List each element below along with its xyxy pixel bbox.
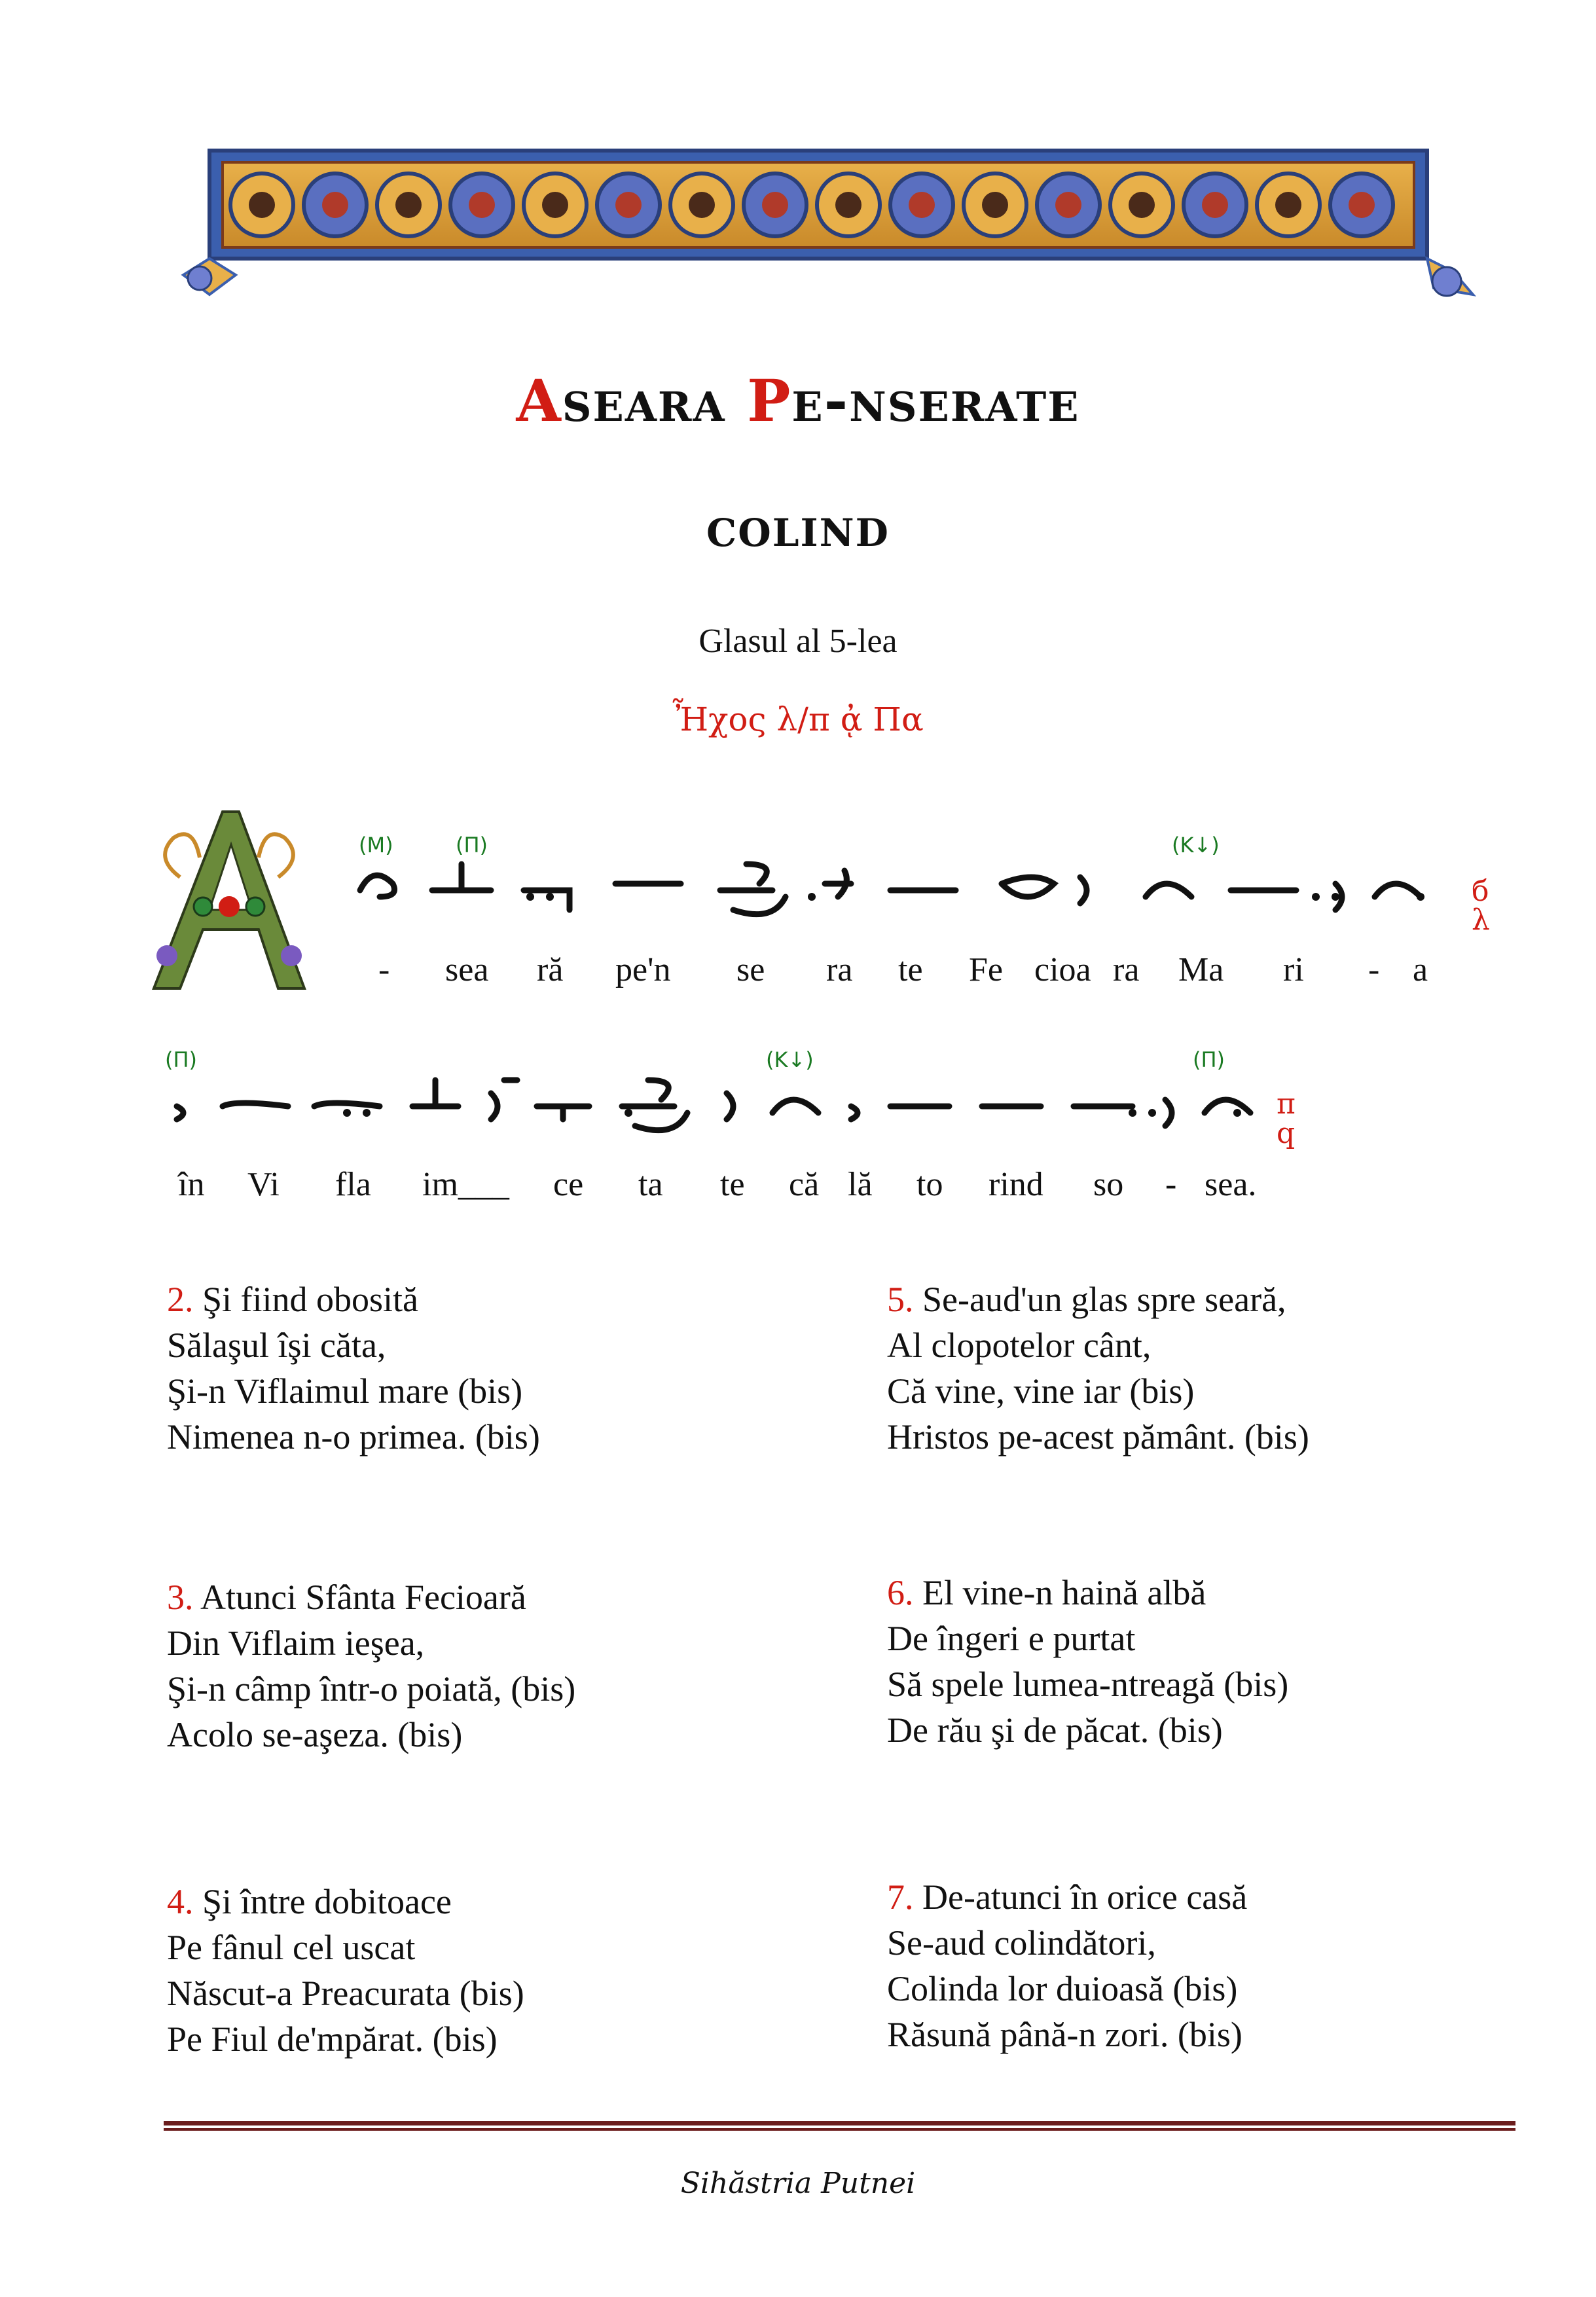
neume-dot [1417,893,1424,901]
row1-syllable: ra [826,951,853,988]
mode-label: Glasul al 5-lea [698,623,898,660]
neume-glyph [432,864,491,890]
banner-medallion-center [1202,192,1228,218]
neume-glyph [491,1080,517,1119]
neume-glyph [851,1106,858,1119]
neume-dot [1332,893,1339,901]
row1-syllable: - [378,951,390,988]
row2-syllable: lă [848,1166,873,1203]
neume-row-2 [170,1074,1270,1152]
row2-syllable: că [789,1166,820,1203]
neume-glyph [314,1103,380,1106]
ornamental-banner [170,144,1479,308]
neume-glyph [1165,1100,1172,1126]
verse-6: 6. El vine-n haină albă De îngeri e purtat Să spele lumea-ntreagă (bis) De rău şi de păcat. (bis) [887,1573,1289,1750]
row1-syllable: te [898,951,923,988]
verse-7: 7. De-atunci în orice casă Se-aud colindători, Colinda lor duioasă (bis) Răsună până-n zori. (bis) [887,1877,1248,2054]
neume-glyph [825,871,851,897]
title-rest-1: seara [562,367,748,435]
subtitle: COLIND [706,511,890,555]
row1-marker-ke: (K↓) [1172,833,1220,858]
row2-marker-pa: (Π) [165,1047,198,1072]
verse-2: 2. Şi fiind obosită Sălaşul îşi căta, Şi-n Viflaimul mare (bis) Nimenea n-o primea. (bis) [167,1280,540,1456]
footer-rule [164,2121,1515,2134]
row2-syllable: te [720,1166,745,1203]
banner-medallion-center [469,192,495,218]
title-initial-2: P [747,367,792,435]
row1-syllable: ra [1113,951,1140,988]
neume-glyph [622,1080,687,1130]
row1-syllable: Ma [1178,951,1224,988]
neume-dot [1148,1109,1156,1117]
verse-3: 3. Atunci Sfânta Fecioară Din Viflaim ieşea, Şi-n câmp într-o poiată, (bis) Acolo se-aşeza. (bis) [167,1578,576,1754]
row2-syllable: so [1093,1166,1124,1203]
row2-marker-ke: (K↓) [766,1047,814,1072]
row1-syllable: sea [445,951,489,988]
neume-dot [1233,1109,1241,1117]
neume-glyph [223,1103,288,1106]
row2-syllable: fla [335,1166,371,1203]
neume-dot [625,1109,632,1117]
illuminated-initial-icon [141,799,317,995]
neume-glyph [412,1080,458,1106]
neume-glyph [720,864,786,914]
neume-dot [1312,893,1320,901]
row2-marker-pa-2: (Π) [1193,1047,1225,1072]
row1-syllable: pe'n [615,951,671,988]
row2-martyria-top: π [1277,1087,1296,1121]
neume-glyph [177,1106,183,1119]
banner-medallion-center [322,192,348,218]
neume-glyph [1375,884,1421,897]
banner-medallion-center [982,192,1008,218]
row1-syllable: ră [537,951,564,988]
row1-syllable: Fe [969,951,1003,988]
neume-glyph [727,1093,733,1119]
neume-glyph [772,1100,818,1113]
neume-glyph [1205,1100,1250,1113]
row2-syllable: Vi [247,1166,280,1203]
banner-medallion-center [542,192,568,218]
neume-dot [546,893,554,901]
banner-medallion-center [249,192,275,218]
banner-medallion-center [689,192,715,218]
row1-syllable: a [1413,951,1428,988]
row1-martyria-bottom: λ [1472,903,1490,937]
banner-medallion-center [395,192,422,218]
row2-martyria-bottom: q [1277,1117,1296,1150]
row1-syllable: cioa [1034,951,1091,988]
banner-medallion-center [615,192,642,218]
verse-5: 5. Se-aud'un glas spre seară, Al clopotelor cânt, Că vine, vine iar (bis) Hristos pe-acest pământ. (bis) [887,1280,1309,1456]
neume-glyph [360,875,395,897]
verse-4: 4. Şi între dobitoace Pe fânul cel uscat Născut-a Preacurata (bis) Pe Fiul de'mpărat. (bis) [167,1882,524,2059]
page-title [0,367,1596,435]
banner-medallion-center [1055,192,1081,218]
mode-greek-label: Ἦχος λ/π ᾀ Πα [672,700,924,738]
neume-dot [343,1109,351,1117]
neume-glyph [1146,884,1191,897]
title-rest-2: e-nserate [791,367,1080,435]
banner-medallion-center [1349,192,1375,218]
row1-syllable: se [736,951,765,988]
title-initial-1: A [516,367,562,435]
row2-syllable: în [178,1166,205,1203]
row2-syllable: im___ [422,1166,509,1203]
neume-glyph [1002,877,1054,897]
neume-dot [526,893,534,901]
row2-syllable: sea. [1205,1166,1257,1203]
neume-glyph [537,1106,589,1119]
row1-syllable: ri [1283,951,1304,988]
row2-syllable: ta [638,1166,663,1203]
banner-medallion-center [835,192,861,218]
banner-medallion-center [1129,192,1155,218]
row2-syllable: - [1165,1166,1177,1203]
banner-medallion-center [909,192,935,218]
footer-text: Sihăstria Putnei [680,2167,916,2200]
row2-syllable: ce [553,1166,584,1203]
row1-martyria-top: б [1472,875,1489,908]
row2-syllable: rind [988,1166,1043,1203]
neume-row-1 [354,858,1453,936]
banner-medallion-center [1275,192,1301,218]
neume-dot [363,1109,371,1117]
neume-dot [808,893,816,901]
row1-marker-m: (M) [359,833,393,858]
neume-dot [1129,1109,1136,1117]
row2-syllable: to [916,1166,943,1203]
row1-marker-pa: (Π) [456,833,488,858]
banner-medallion-center [762,192,788,218]
row1-syllable: - [1368,951,1380,988]
neume-glyph [1080,877,1087,903]
